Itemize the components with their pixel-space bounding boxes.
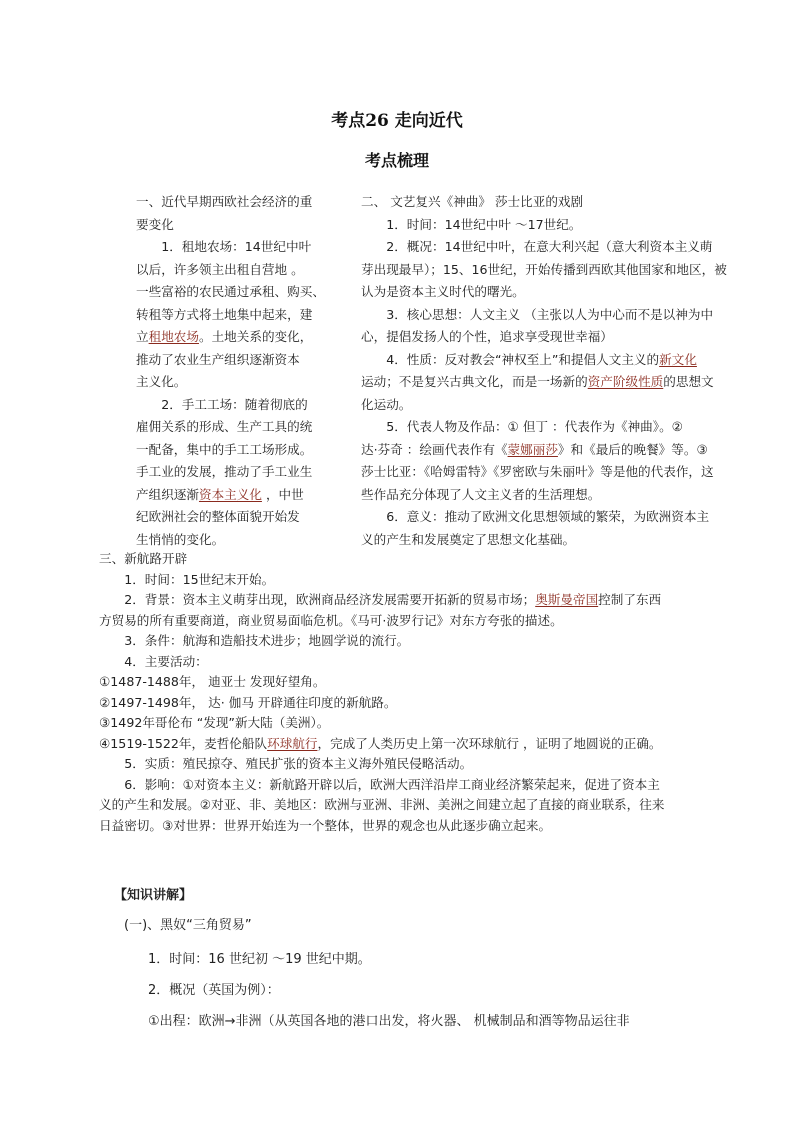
text-line: 2．概况（英国为例）： xyxy=(148,983,280,998)
text-line: 6．意义：推动了欧洲文化思想领域的繁荣，为欧洲资本主 xyxy=(386,509,710,524)
text-line: 2．概况：14世纪中叶，在意大利兴起（意大利资本主义萌 xyxy=(386,239,713,254)
text-line: 5．代表人物及作品：① 但丁 ：代表作为《神曲》。② xyxy=(386,419,683,434)
left-column xyxy=(136,191,332,551)
text-line: 心，提倡发扬人的个性，追求享受现世幸福） xyxy=(361,329,613,344)
activity-item: ②1497-1498年， 达· 伽马 开辟通往印度的新航路。 xyxy=(99,694,397,710)
text-line: 1．时间：16 世纪初 ～19 世纪中期。 xyxy=(148,952,371,967)
text-line: 方贸易的所有重要商道，商业贸易面临危机。《马可·波罗行记》对东方夸张的描述。 xyxy=(99,612,563,628)
text-line: 手工业的发展，推动了手工业生 xyxy=(136,464,313,479)
text-line: 6．影响：①对资本主义：新航路开辟以后，欧洲大西洋沿岸工商业经济繁荣起来，促进了资本主 xyxy=(124,776,660,792)
left-heading-line: 要变化 xyxy=(136,216,174,232)
section-heading: 三、新航路开辟 xyxy=(99,551,188,566)
text-line: 日益密切。③对世界：世界开始连为一个整体，世界的观念也从此逐步确立起来。 xyxy=(99,817,552,833)
text-line: 以后，许多领主出租自营地 。 xyxy=(136,261,304,277)
text-line: 推动了农业生产组织逐渐资本 xyxy=(136,351,300,367)
text-line: 义的产生和发展。②对亚、非、美地区：欧洲与亚洲、非洲、美洲之间建立起了直接的商业联系，往来 xyxy=(99,797,665,812)
text-span: 控制了东西 xyxy=(598,592,662,607)
term-link[interactable]: 蒙娜丽莎 xyxy=(507,441,558,457)
text-span: 运动；不是复兴古典文化，而是一场新的 xyxy=(361,374,588,389)
text-line: 莎士比亚：《哈姆雷特》《罗密欧与朱丽叶》等是他的代表作，这 xyxy=(361,464,714,479)
text-line xyxy=(361,371,765,394)
text-line: 些作品充分体现了人文主义者的生活理想。 xyxy=(361,486,601,502)
text-line: 转租等方式将土地集中起来，建 xyxy=(136,306,313,322)
text-span: 立 xyxy=(136,329,149,344)
text-line: 3．条件：航海和造船技术进步；地圆学说的流行。 xyxy=(124,633,410,648)
text-line: 1．租地农场：14世纪中叶 xyxy=(161,239,312,254)
activity-item: ①1487-1488年， 迪亚士 发现好望角。 xyxy=(99,674,326,689)
term-link[interactable]: 资本主义化 xyxy=(198,486,262,502)
text-line: 4．主要活动： xyxy=(124,653,208,669)
text-line: ①出程：欧洲→非洲（从英国各地的港口出发，将火器、 机械制品和酒等物品运往非 xyxy=(148,1014,630,1029)
term-link[interactable]: 环球航行 xyxy=(267,735,318,751)
text-line xyxy=(361,349,765,372)
text-line xyxy=(136,484,332,507)
text-line: 3．核心思想：人文主义 （主张以人为中心而不是以神为中 xyxy=(386,306,714,322)
text-span: ，中世 xyxy=(261,486,304,502)
knowledge-heading: 【知识讲解】 xyxy=(114,888,193,903)
activity-item: ③1492年哥伦布 “发现”新大陆（美洲）。 xyxy=(99,715,330,730)
text-line xyxy=(136,326,332,349)
text-line xyxy=(99,590,739,611)
text-span: ，完成了人类历史上第一次环球航行 ，证明了地圆说的正确。 xyxy=(317,735,662,751)
text-line: 一些富裕的农民通过承租、购买、 xyxy=(136,284,325,299)
text-span: 的思想文 xyxy=(663,374,714,389)
text-span: 4．性质：反对教会“神权至上”和提倡人文主义的 xyxy=(386,351,660,367)
term-link[interactable]: 新文化 xyxy=(659,351,697,367)
text-line: 生悄悄的变化。 xyxy=(136,531,225,547)
text-line: 认为是资本主义时代的曙光。 xyxy=(361,284,525,299)
section-subtitle: 考点梳理 xyxy=(364,151,429,170)
text-span: 达·芬奇 ：绘画代表作有《 xyxy=(361,441,508,457)
text-line: 雇佣关系的形成、生产工具的统 xyxy=(136,419,313,434)
term-link[interactable]: 资产阶级性质 xyxy=(587,374,664,389)
term-link[interactable]: 奥斯曼帝国 xyxy=(535,592,599,607)
text-line: 1．时间：15世纪末开始。 xyxy=(124,571,275,587)
term-link[interactable]: 租地农场 xyxy=(148,329,199,344)
text-span: 》和《最后的晚餐》等。③ xyxy=(557,441,708,457)
knowledge-item-heading: (一)、黑奴“三角贸易” xyxy=(124,918,252,933)
text-line: 1．时间：14世纪中叶 ～17世纪。 xyxy=(386,216,582,232)
text-line: 2．手工工场：随着彻底的 xyxy=(161,396,308,412)
text-span: ④1519-1522年，麦哲伦船队 xyxy=(99,735,268,751)
text-span: 产组织逐渐 xyxy=(136,486,199,502)
section-new-routes xyxy=(99,549,739,836)
text-line: 纪欧洲社会的整体面貌开始发 xyxy=(136,509,300,524)
text-line xyxy=(361,439,765,462)
text-line: 主义化。 xyxy=(136,374,187,389)
text-line: 义的产生和发展奠定了思想文化基础。 xyxy=(361,531,576,547)
text-span: 。土地关系的变化， xyxy=(198,329,313,344)
text-line: 一配备，集中的手工工场形成。 xyxy=(136,441,313,457)
text-line: 化运动。 xyxy=(361,396,412,412)
left-heading-line: 一、近代早期西欧社会经济的重 xyxy=(136,194,313,209)
text-line: 5．实质：殖民掠夺、殖民扩张的资本主义海外殖民侵略活动。 xyxy=(124,756,473,771)
activity-item xyxy=(99,734,739,755)
page-title: 考点26 走向近代 xyxy=(331,111,463,131)
text-span: 2．背景：资本主义萌芽出现，欧洲商品经济发展需要开拓新的贸易市场； xyxy=(124,592,536,607)
text-line: 芽出现最早）；15、16世纪，开始传播到西欧其他国家和地区，被 xyxy=(361,261,727,277)
right-heading: 二、 文艺复兴《神曲》 莎士比亚的戏剧 xyxy=(361,194,584,209)
right-column xyxy=(361,191,765,551)
